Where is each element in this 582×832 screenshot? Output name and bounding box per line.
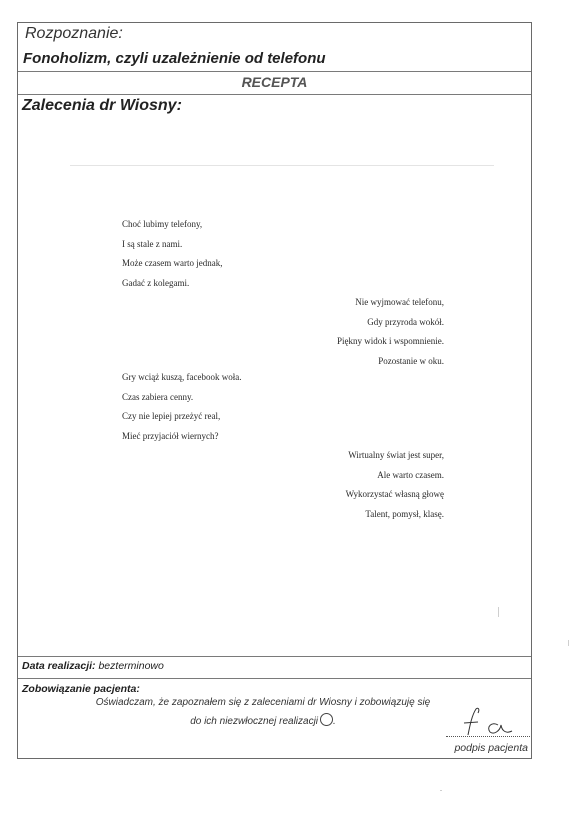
- poem-line: Mieć przyjaciół wiernych?: [122, 430, 219, 441]
- divider: [18, 656, 531, 657]
- realization-label: Data realizacji:: [22, 660, 96, 672]
- smiley-icon: [320, 713, 333, 726]
- poem-line: Talent, pomysł, klasę.: [365, 508, 444, 519]
- recommendations-heading: Zalecenia dr Wiosny:: [22, 97, 182, 114]
- stray-mark: [498, 607, 499, 617]
- commitment-line-2: do ich niezwłocznej realizacji .: [53, 713, 473, 727]
- faint-line: [70, 165, 494, 166]
- poem-line: Ale warto czasem.: [377, 469, 444, 480]
- signature-image: [458, 705, 520, 739]
- poem-line: Wykorzystać własną głowę: [345, 489, 444, 499]
- stray-mark: [440, 790, 442, 791]
- divider: [18, 71, 531, 72]
- divider: [18, 678, 531, 679]
- signature-line: [446, 736, 530, 737]
- poem-stanza-4: [346, 446, 444, 524]
- realization-value: bezterminowo: [98, 660, 164, 672]
- poem-line: Gry wciąż kuszą, facebook woła.: [122, 372, 242, 382]
- poem-stanza-2: [337, 293, 444, 371]
- poem-line: Wirtualny świat jest super,: [348, 450, 444, 460]
- poem-line: Pozostanie w oku.: [378, 355, 444, 366]
- poem-line: Nie wyjmować telefonu,: [355, 297, 444, 307]
- commitment-line-2-text: do ich niezwłocznej realizacji: [190, 716, 319, 727]
- poem-line: Gdy przyroda wokół.: [367, 316, 444, 327]
- poem-stanza-3: [122, 368, 241, 446]
- prescription-form: [17, 22, 532, 759]
- poem-line: Choć lubimy telefony,: [122, 219, 203, 229]
- signature-caption: podpis pacjenta: [454, 742, 528, 754]
- commitment-label: Zobowiązanie pacjenta:: [22, 683, 140, 695]
- diagnosis-label: Rozpoznanie:: [25, 25, 123, 42]
- divider: [18, 94, 531, 95]
- poem-line: Czas zabiera cenny.: [122, 391, 194, 402]
- poem-line: Może czasem warto jednak,: [122, 258, 223, 268]
- poem-line: Czy nie lepiej przeżyć real,: [122, 411, 221, 421]
- diagnosis-value: Fonoholizm, czyli uzależnienie od telefonu: [23, 50, 326, 67]
- realization-row: [22, 660, 164, 672]
- commitment-heading: [22, 683, 140, 695]
- section-title: RECEPTA: [241, 74, 308, 90]
- commitment-line-1: Oświadczam, że zapoznałem się z zaleceniami dr Wiosny i zobowiązuję się: [95, 697, 431, 708]
- stray-mark: [568, 640, 569, 646]
- poem-line: I są stale z nami.: [122, 238, 183, 249]
- poem-line: Gadać z kolegami.: [122, 277, 190, 288]
- poem-line: Piękny widok i wspomnienie.: [337, 336, 444, 346]
- poem-stanza-1: [122, 215, 222, 293]
